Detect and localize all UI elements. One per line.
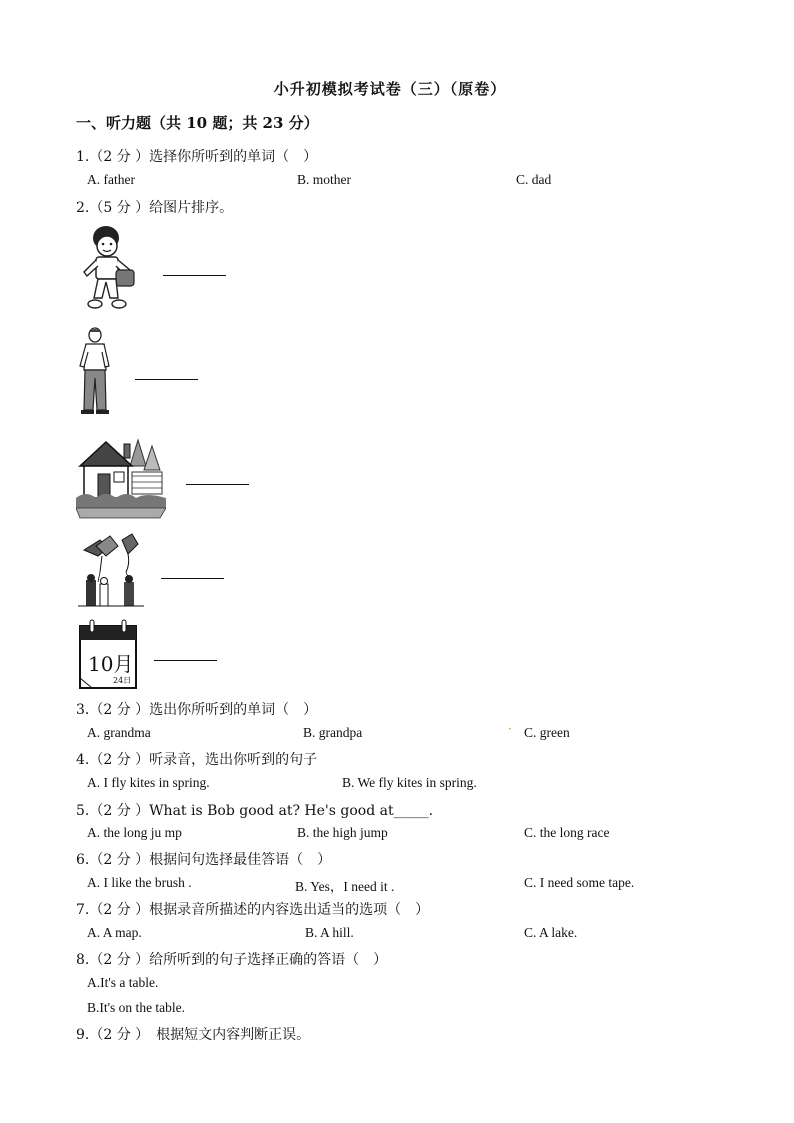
question-5-option-c[interactable]: C. the long race <box>524 825 610 840</box>
question-3-option-b[interactable]: B. grandpa <box>303 725 363 740</box>
answer-blank-1[interactable] <box>163 275 226 276</box>
question-6-option-b[interactable]: B. Yes，I need it . <box>295 879 395 894</box>
question-1-option-a[interactable]: A. father <box>87 172 135 187</box>
question-2-stem: 2.（5 分 ）给图片排序。 <box>76 200 234 216</box>
question-8-stem: 8.（2 分 ）给所听到的句子选择正确的答语（ ） <box>76 952 388 968</box>
answer-blank-2[interactable] <box>135 379 198 380</box>
question-4-option-a[interactable]: A. I fly kites in spring. <box>87 775 210 790</box>
man-standing-picture <box>76 326 116 416</box>
question-6-option-c[interactable]: C. I need some tape. <box>524 875 635 890</box>
question-5-option-b[interactable]: B. the high jump <box>297 825 388 840</box>
house-picture <box>76 436 166 520</box>
answer-blank-4[interactable] <box>161 578 224 579</box>
question-3-stem: 3.（2 分 ）选出你所听到的单词（ ） <box>76 702 318 718</box>
question-8-option-b[interactable]: B.It's on the table. <box>87 1000 186 1015</box>
question-4-option-b[interactable]: B. We fly kites in spring. <box>342 775 477 790</box>
stray-mark: · <box>508 722 512 736</box>
kites-picture <box>78 532 144 608</box>
question-6-option-a[interactable]: A. I like the brush . <box>87 875 192 890</box>
calendar-day-text: 24日 <box>113 676 132 685</box>
question-1-option-c[interactable]: C. dad <box>516 172 552 187</box>
question-4-stem: 4.（2 分 ）听录音，选出你听到的句子 <box>76 752 318 768</box>
question-7-stem: 7.（2 分 ）根据录音所描述的内容选出适当的选项（ ） <box>76 902 430 918</box>
question-7-option-c[interactable]: C. A lake. <box>524 925 578 940</box>
answer-blank-3[interactable] <box>186 484 249 485</box>
question-5-stem: 5.（2 分 ）What is Bob good at? He's good at_____. <box>76 803 434 819</box>
question-1-option-b[interactable]: B. mother <box>297 172 351 187</box>
question-7-option-a[interactable]: A. A map. <box>87 925 142 940</box>
question-7-option-b[interactable]: B. A hill. <box>305 925 354 940</box>
question-1-stem: 1.（2 分 ）选择你所听到的单词（ ） <box>76 149 318 165</box>
question-8-option-a[interactable]: A.It's a table. <box>87 975 159 990</box>
page-title: 小升初模拟考试卷（三）（原卷） <box>273 80 507 98</box>
question-3-option-a[interactable]: A. grandma <box>87 725 151 740</box>
boy-with-bag-picture <box>76 224 140 312</box>
question-6-stem: 6.（2 分 ）根据问句选择最佳答语（ ） <box>76 852 332 868</box>
section-heading-listening: 一、听力题（共 10 题；共 23 分） <box>76 114 319 132</box>
question-5-option-a[interactable]: A. the long ju mp <box>87 825 182 840</box>
question-9-stem: 9.（2 分 ） 根据短文内容判断正误。 <box>76 1027 311 1043</box>
question-3-option-c[interactable]: C. green <box>524 725 570 740</box>
answer-blank-5[interactable] <box>154 660 217 661</box>
calendar-month-text: 10月 <box>88 652 134 676</box>
